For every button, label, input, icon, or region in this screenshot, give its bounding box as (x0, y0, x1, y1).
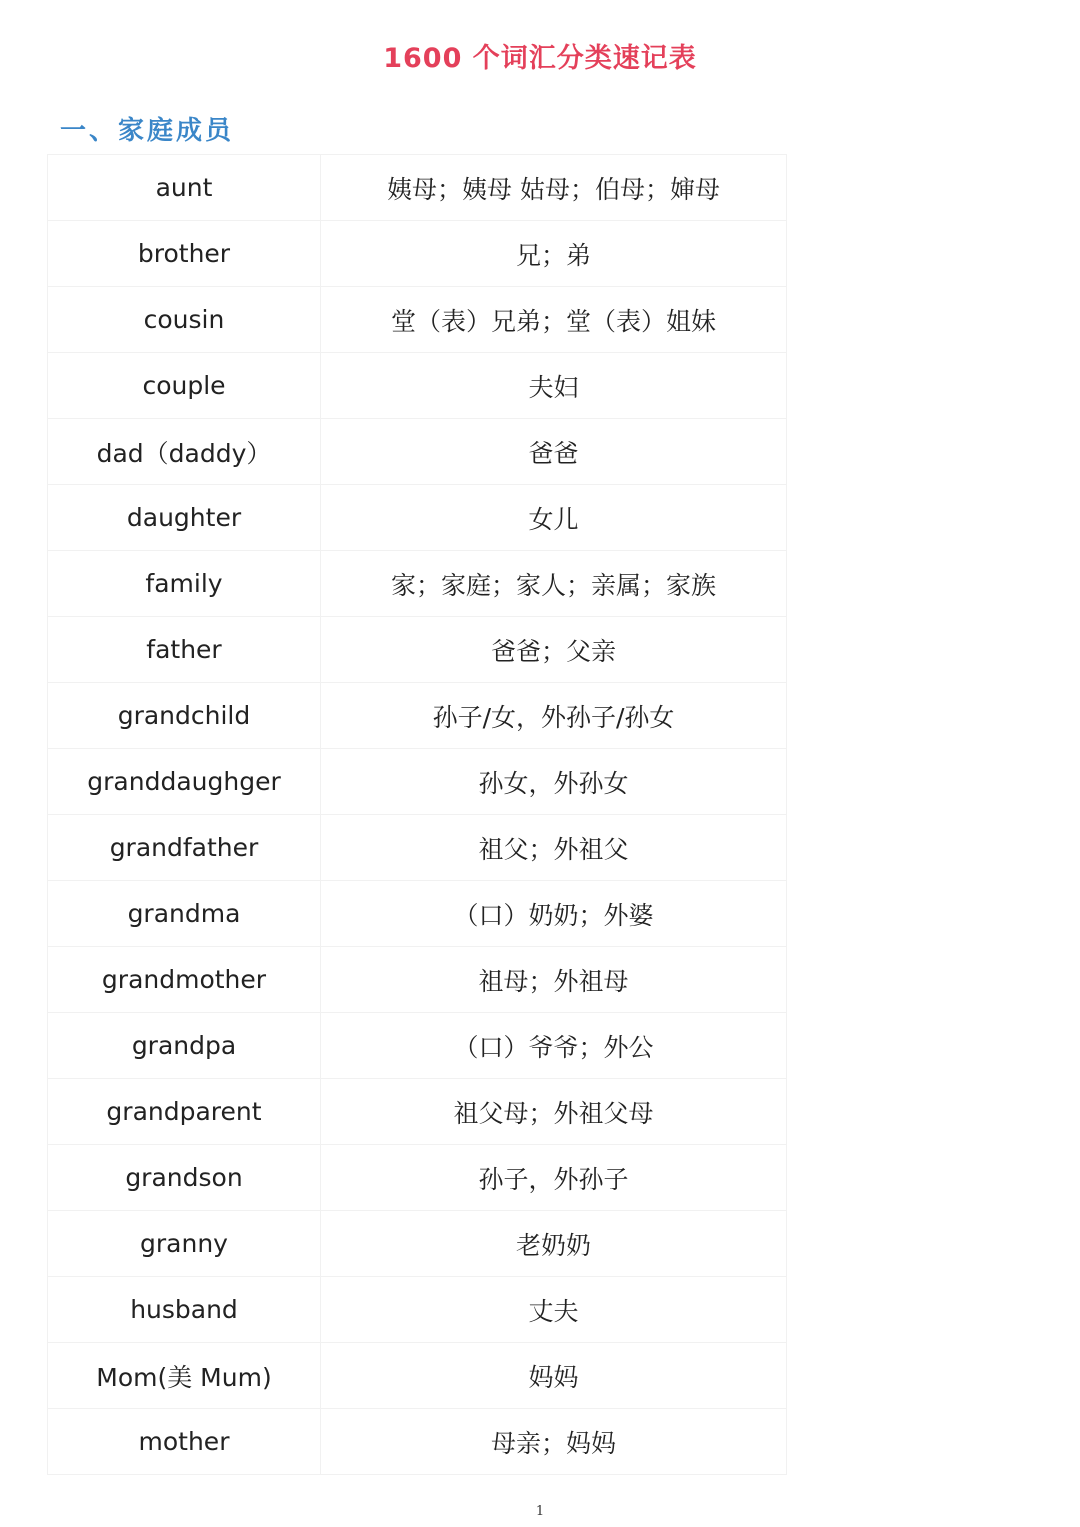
table-row (48, 1145, 787, 1211)
page-number: 1 (535, 1504, 545, 1519)
table-row (48, 1079, 787, 1145)
table-row (48, 881, 787, 947)
table-row (48, 221, 787, 287)
chinese-meaning-cell: 母亲；妈妈 (321, 1409, 787, 1475)
english-word-cell: aunt (48, 155, 321, 221)
table-row (48, 155, 787, 221)
english-word-cell: grandma (48, 881, 321, 947)
english-word-cell: granny (48, 1211, 321, 1277)
chinese-meaning-cell: 祖母；外祖母 (321, 947, 787, 1013)
table-row (48, 353, 787, 419)
chinese-meaning-cell: 姨母；姨母 姑母；伯母；婶母 (321, 155, 787, 221)
table-row (48, 683, 787, 749)
chinese-meaning-cell: 孙子/女，外孙子/孙女 (321, 683, 787, 749)
table-row (48, 287, 787, 353)
table-row (48, 485, 787, 551)
english-word-cell: grandfather (48, 815, 321, 881)
table-row (48, 617, 787, 683)
english-word-cell: mother (48, 1409, 321, 1475)
table-row (48, 1211, 787, 1277)
chinese-meaning-cell: 女儿 (321, 485, 787, 551)
chinese-meaning-cell: 祖父母；外祖父母 (321, 1079, 787, 1145)
chinese-meaning-cell: 兄；弟 (321, 221, 787, 287)
english-word-cell: couple (48, 353, 321, 419)
english-word-cell: daughter (48, 485, 321, 551)
english-word-cell: grandpa (48, 1013, 321, 1079)
table-row (48, 815, 787, 881)
chinese-meaning-cell: 妈妈 (321, 1343, 787, 1409)
table-row (48, 947, 787, 1013)
english-word-cell: grandchild (48, 683, 321, 749)
document-title: 1600 个词汇分类速记表 (383, 43, 697, 74)
english-word-cell: father (48, 617, 321, 683)
chinese-meaning-cell: （口）奶奶；外婆 (321, 881, 787, 947)
english-word-cell: granddaughger (48, 749, 321, 815)
table-row (48, 749, 787, 815)
chinese-meaning-cell: 夫妇 (321, 353, 787, 419)
table-row (48, 419, 787, 485)
table-row (48, 1409, 787, 1475)
english-word-cell: cousin (48, 287, 321, 353)
english-word-cell: grandmother (48, 947, 321, 1013)
table-row (48, 1343, 787, 1409)
english-word-cell: family (48, 551, 321, 617)
vocabulary-table (47, 154, 787, 1475)
chinese-meaning-cell: 老奶奶 (321, 1211, 787, 1277)
chinese-meaning-cell: 丈夫 (321, 1277, 787, 1343)
chinese-meaning-cell: 堂（表）兄弟；堂（表）姐妹 (321, 287, 787, 353)
english-word-cell: grandparent (48, 1079, 321, 1145)
english-word-cell: brother (48, 221, 321, 287)
chinese-meaning-cell: 家；家庭；家人；亲属；家族 (321, 551, 787, 617)
chinese-meaning-cell: 孙女，外孙女 (321, 749, 787, 815)
table-row (48, 551, 787, 617)
table-row (48, 1277, 787, 1343)
chinese-meaning-cell: 爸爸；父亲 (321, 617, 787, 683)
table-row (48, 1013, 787, 1079)
section-heading: 一、家庭成员 (60, 116, 235, 146)
vocabulary-table-body (48, 155, 787, 1475)
chinese-meaning-cell: （口）爷爷；外公 (321, 1013, 787, 1079)
english-word-cell: Mom(美 Mum) (48, 1343, 321, 1409)
english-word-cell: dad（daddy） (48, 419, 321, 485)
english-word-cell: grandson (48, 1145, 321, 1211)
english-word-cell: husband (48, 1277, 321, 1343)
chinese-meaning-cell: 祖父；外祖父 (321, 815, 787, 881)
chinese-meaning-cell: 孙子，外孙子 (321, 1145, 787, 1211)
chinese-meaning-cell: 爸爸 (321, 419, 787, 485)
